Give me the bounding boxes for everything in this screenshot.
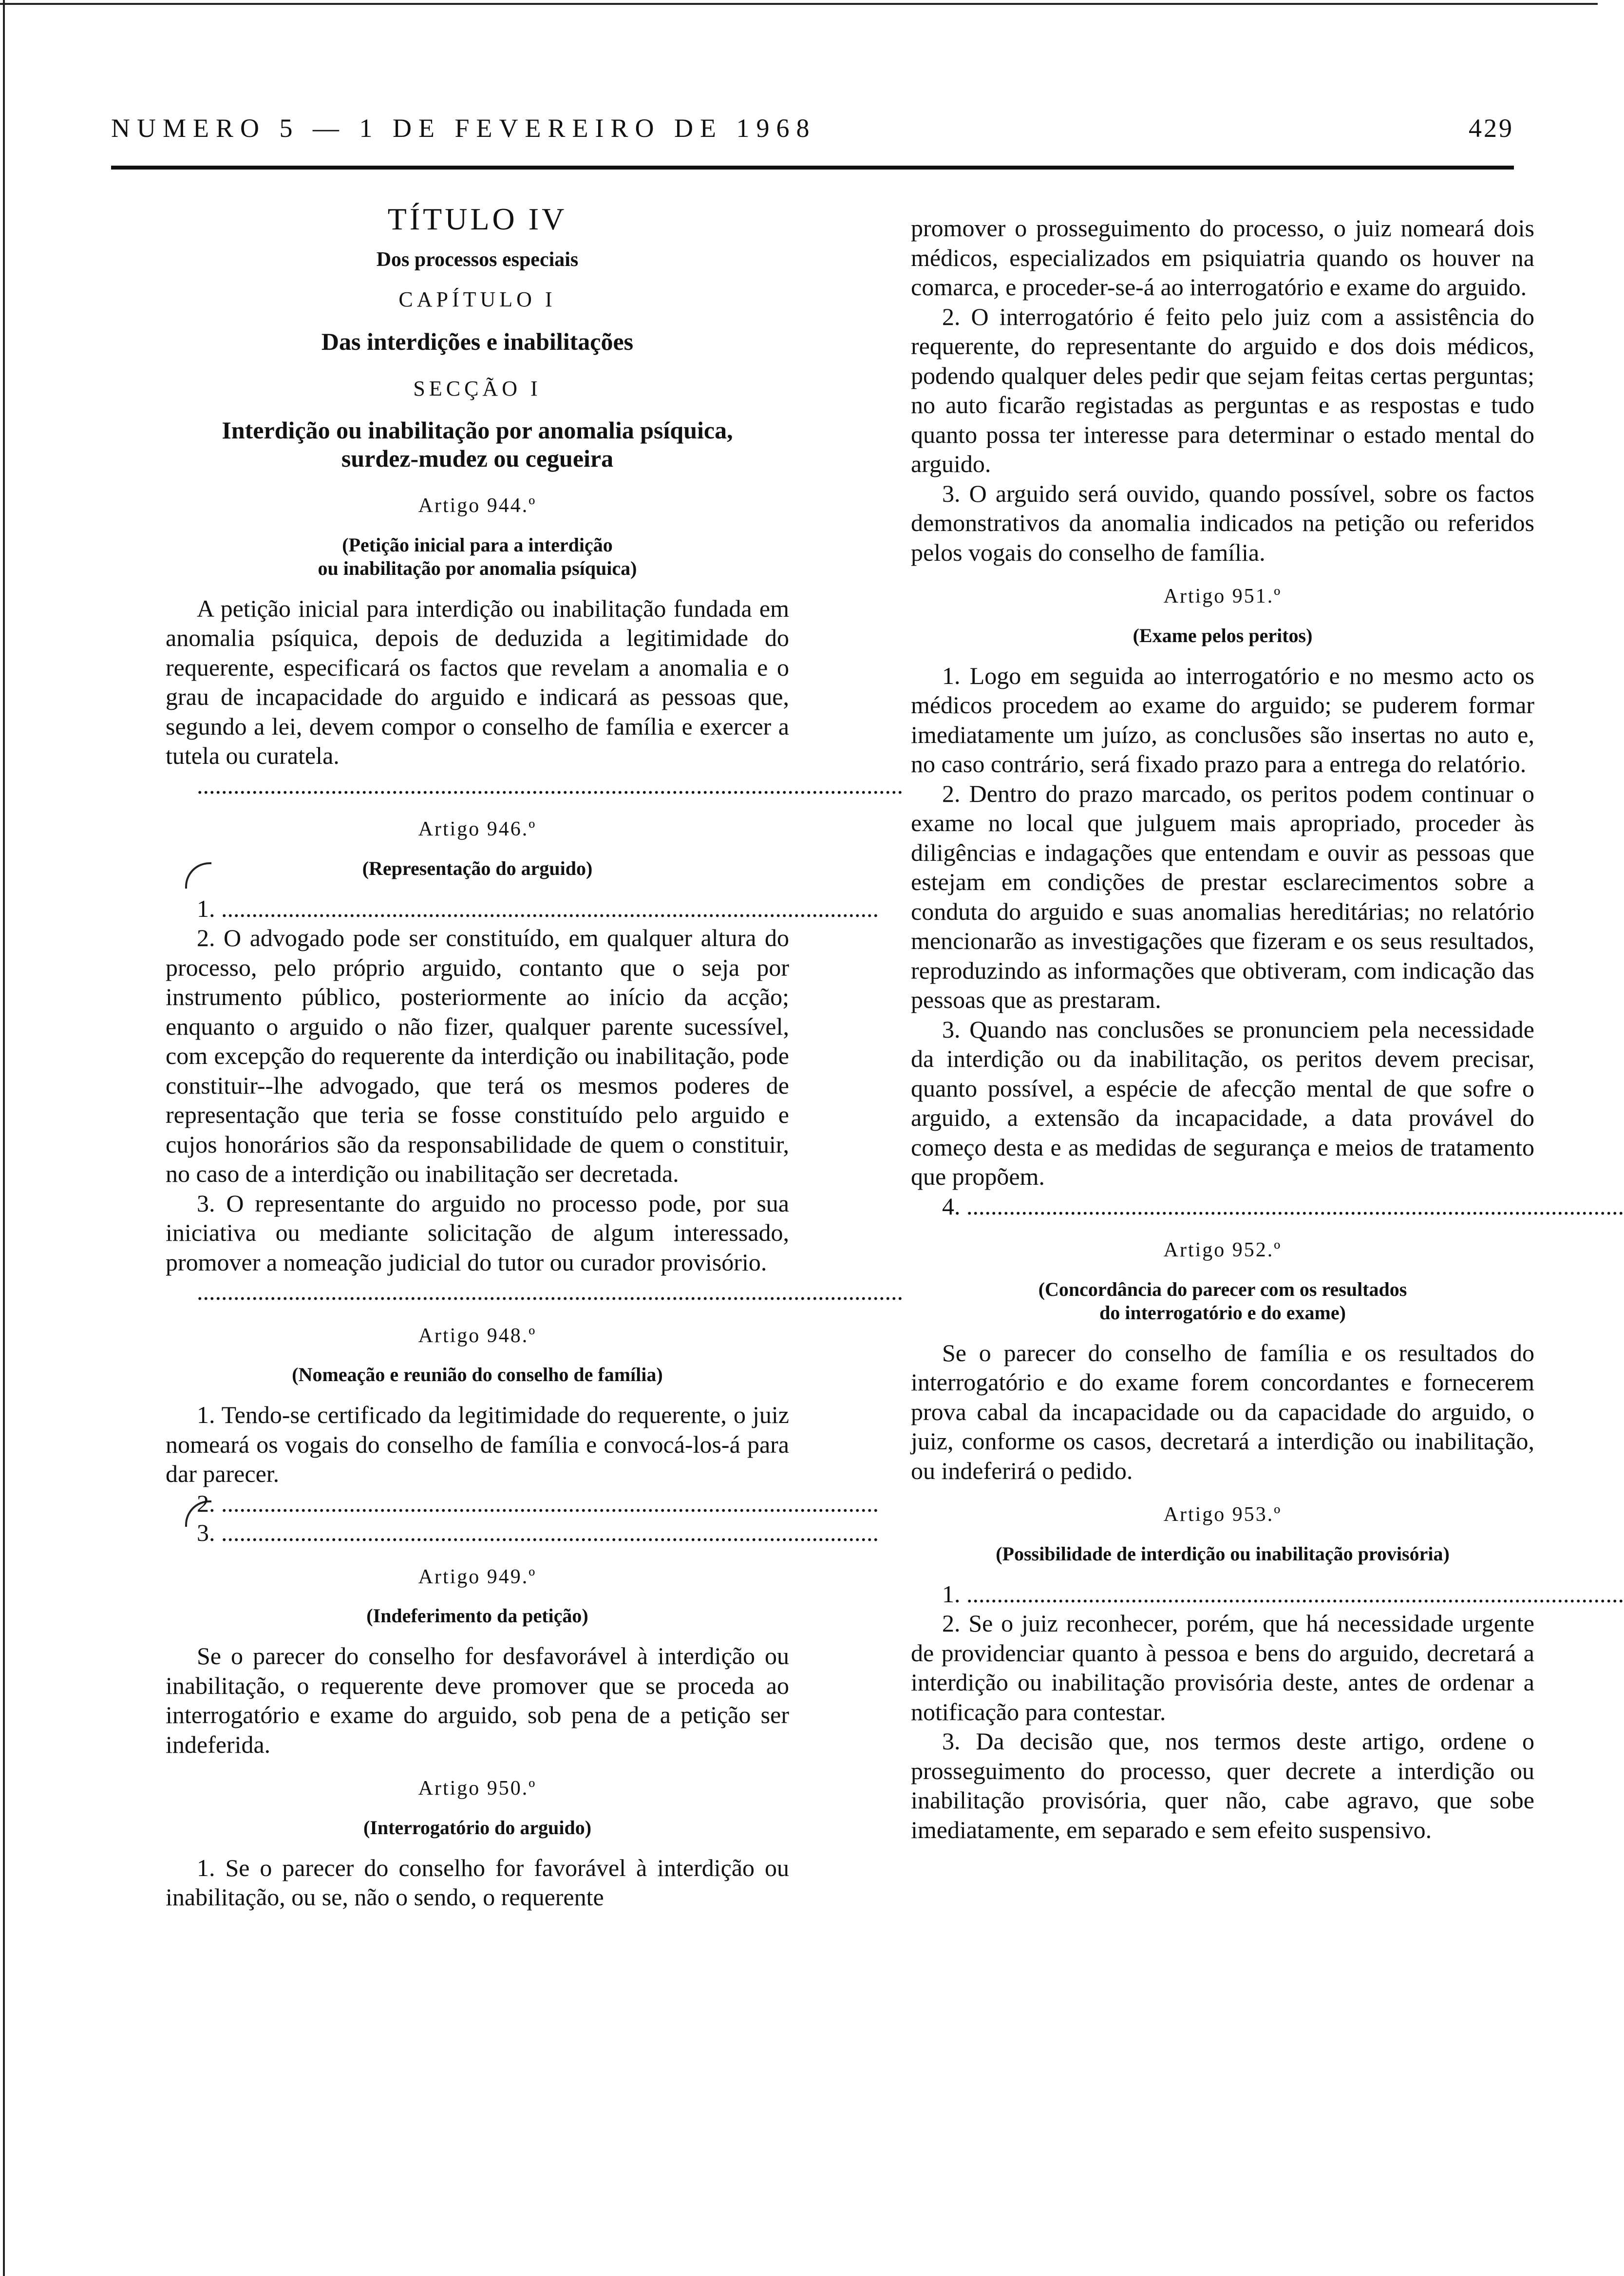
right-column [911, 213, 1624, 1844]
article-paragraph: 3. Quando nas conclusões se pronunciem pela necessidade da interdição ou da inabilitação, os peritos devem precisar, quanto possível, a espécie de afecção mental de que sofre o arguido, a extensão da incapacidade, a data provável do começo desta e as medidas de segurança e meios de tratamento que propõem. [911, 1015, 1534, 1190]
article-paragraph: 3. Da decisão que, nos termos deste artigo, ordene o prosseguimento do processo, quer decrete a interdição ou inabilitação provisória, quer não, cabe agravo, que sobe imediatamente, em separado e sem efeito suspensivo. [911, 1727, 1534, 1843]
page-header [111, 113, 1514, 147]
article-title: (Possibilidade de interdição ou inabilitação provisória) [996, 1542, 1450, 1565]
article-paragraph: A petição inicial para interdição ou inabilitação fundada em anomalia psíquica, depois de deduzida a legitimidade do requerente, especificará os factos que revelam a anomalia e o grau de incapacidade do arguido e indicará as pessoas que, segundo a lei, devem compor o conselho de família e exercer a tutela ou curatela. [166, 594, 789, 769]
article-title: (Interrogatório do arguido) [363, 1816, 592, 1839]
article-paragraph: 2. Dentro do prazo marcado, os peritos podem continuar o exame no local que julguem mais apropriado, proceder às diligências e indagações que entendam e ouvir as pessoas que estejam em condições de prestar esclarecimentos sobre a conduta do arguido e suas anomalias hereditárias; no relatório mencionarão as investigações que fizeram e os seus resultados, reproduzindo as informações que obtiveram, com indicação das pessoas que as prestaram. [911, 779, 1534, 1013]
article-paragraph: 1. ............................................................................................................ [197, 894, 879, 922]
article-title [166, 533, 789, 580]
section-heading: SECÇÃO I [413, 376, 542, 400]
section-title-line: surdez-mudez ou cegueira [341, 445, 614, 472]
chapter-heading: CAPÍTULO I [398, 287, 556, 311]
article-title-line: do interrogatório e do exame) [1099, 1301, 1346, 1324]
article-number: Artigo 951.º [1163, 585, 1282, 607]
page-frame-left [3, 0, 5, 2276]
ellipsis-line: .................................................................................................................... [197, 771, 903, 799]
article-title: (Representação do arguido) [362, 857, 593, 879]
article-number: Artigo 948.º [418, 1324, 537, 1347]
article-paragraph: Se o parecer do conselho de família e os resultados do interrogatório e do exame forem concordantes e fornecerem prova cabal da incapacidade ou da capacidade do arguido, o juiz, conforme os casos, decretará a interdição ou inabilitação, ou indeferirá o pedido. [911, 1339, 1534, 1484]
article-paragraph: Se o parecer do conselho for desfavorável à interdição ou inabilitação, o requerente deve promover que se proceda ao interrogatório e exame do arguido, sob pena de a petição ser indeferida. [166, 1642, 789, 1758]
article-paragraph: 2. ............................................................................................................ [197, 1489, 879, 1517]
page-number: 429 [1469, 114, 1514, 143]
article-number: Artigo 944.º [418, 494, 537, 517]
article-paragraph: 3. O representante do arguido no processo pode, por sua iniciativa ou mediante solicitação de algum interessado, promover a nomeação judicial do tutor ou curador provisório. [166, 1189, 789, 1276]
title-subheading: Dos processos especiais [376, 248, 579, 271]
article-title: (Exame pelos peritos) [1133, 624, 1313, 646]
article-paragraph: 4. ............................................................................................................ [942, 1192, 1624, 1220]
header-rule [111, 166, 1514, 170]
article-paragraph: 3. ............................................................................................................ [197, 1519, 879, 1546]
title-heading: TÍTULO IV [387, 202, 567, 236]
article-number: Artigo 952.º [1163, 1239, 1282, 1261]
chapter-title: Das interdições e inabilitações [321, 327, 634, 355]
article-paragraph: 1. Se o parecer do conselho for favorável à interdição ou inabilitação, ou se, não o sendo, o requerente [166, 1854, 789, 1911]
article-paragraph-continued: promover o prosseguimento do processo, o juiz nomeará dois médicos, especializados em psiquiatria quando os houver na comarca, e proceder-se-á ao interrogatório e exame do arguido. [911, 214, 1534, 301]
issue-date: NUMERO 5 — 1 DE FEVEREIRO DE 1968 [111, 114, 816, 143]
ellipsis-line: .................................................................................................................... [197, 1278, 903, 1305]
article-paragraph: 1. Logo em seguida ao interrogatório e no mesmo acto os médicos procedem ao exame do arguido; se puderem formar imediatamente um juízo, as conclusões são insertas no auto e, no caso contrário, será fixado prazo para a entrega do relatório. [911, 662, 1534, 778]
article-title-line: (Petição inicial para a interdição [342, 533, 613, 556]
article-title: (Indeferimento da petição) [366, 1605, 588, 1627]
section-title [166, 416, 789, 473]
article-title: (Nomeação e reunião do conselho de família) [292, 1364, 663, 1385]
article-title [911, 1278, 1534, 1325]
page-frame-top [0, 3, 1598, 5]
article-number: Artigo 953.º [1163, 1503, 1282, 1526]
section-title-line: Interdição ou inabilitação por anomalia psíquica, [222, 417, 733, 444]
article-number: Artigo 946.º [418, 818, 537, 840]
article-title-line: (Concordância do parecer com os resultados [1038, 1278, 1407, 1300]
article-paragraph: 1. ............................................................................................................ [942, 1580, 1624, 1608]
article-paragraph: 3. O arguido será ouvido, quando possível, sobre os factos demonstrativos da anomalia indicados na petição ou referidos pelos vogais do conselho de família. [911, 479, 1534, 566]
article-number: Artigo 949.º [418, 1565, 537, 1588]
article-paragraph: 2. Se o juiz reconhecer, porém, que há necessidade urgente de providenciar quanto à pessoa e bens do arguido, decretará a interdição ou inabilitação provisória deste, antes de ordenar a notificação para contestar. [911, 1610, 1534, 1726]
article-number: Artigo 950.º [418, 1777, 537, 1800]
article-title-line: ou inabilitação por anomalia psíquica) [318, 557, 637, 579]
left-column [166, 195, 903, 1912]
article-paragraph: 2. O interrogatório é feito pelo juiz com a assistência do requerente, do representante do arguido e dos dois médicos, podendo qualquer deles pedir que sejam feitas certas perguntas; no auto ficarão registadas as perguntas e as respostas e tudo quanto possa ter interesse para determinar o estado mental do arguido. [911, 303, 1534, 477]
article-paragraph: 1. Tendo-se certificado da legitimidade do requerente, o juiz nomeará os vogais do conselho de família e convocá-los-á para dar parecer. [166, 1401, 789, 1487]
article-paragraph: 2. O advogado pode ser constituído, em qualquer altura do processo, pelo próprio arguido, contanto que o seja por instrumento público, posteriormente ao início da acção; enquanto o arguido o não fizer, qualquer parente sucessível, com excepção do requerente da interdição ou inabilitação, pode constituir--lhe advogado, que terá os mesmos poderes de representação que teria se fosse constituído pelo arguido e cujos honorários são da responsabilidade de quem o constituir, no caso de a interdição ou inabilitação ser decretada. [166, 924, 789, 1187]
